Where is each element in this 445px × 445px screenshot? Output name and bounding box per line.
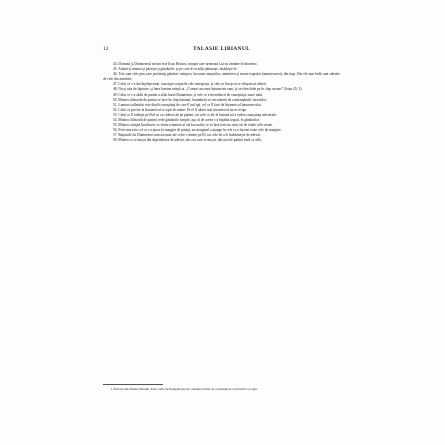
paragraph-58: 58. Mintea ce se mişcă din deprinderea de adevăr, dar cea care se mişcă, din nou de patimi mult se află. <box>113 138 262 143</box>
body-text <box>103 62 340 144</box>
paragraph-53: 53. Celui ce îl iubeşte pe Fiul se va slobozi de pe patimi, iar cele ce ale le lumină tal a vedea cunoştinţa adevărată. <box>113 112 277 117</box>
paragraph-52: 52. Celui ce privire la întunericul se ispit de minte. Pe el îl iubire mai întunericul nu se risipe. <box>113 107 248 112</box>
running-title: TALASIE LIBIANUL <box>192 46 251 52</box>
paragraph-45: 45. Adună-ţi mintea şi păzeşte-ţi gândurile; şi pe care le-ai aflat pătimaşe, răsădeşte-le. <box>113 67 238 72</box>
paragraph-54: 54. Mintea slobozită de patimi vede gândurile simple, aşa că de aceea s-a lepădat trupul, el gândurilor. <box>113 118 260 123</box>
paragraph-44: 44. Domnul şi Dumnezeul nostru este Iisus Hristos; minţea care urmează Lui nu rămâne în întuneric. <box>113 62 259 66</box>
page-number: 12 <box>103 46 109 52</box>
running-head <box>103 44 340 54</box>
paragraph-51: 51. Lumina sufletului este dintâi cunoştinţă de care îl ind ipă, cel ce îl face de întunericul întunerecului. <box>113 102 262 107</box>
paragraph-46: 46. Trei sunt cele prin care pricinuiţi gânduri: simţirea, lucrarea simţurilor, amintirea şi starea trupului (amestecarea); din trup. Dar ele mai întâi sunt stârnite de cele din amintire. <box>103 72 340 82</box>
paragraph-57: 57. Raţiunile lui Dumnezeu sunt ascunse ale celor c-ântete pe El, iar cele de a le îndrăzneşte de adevăr. <box>113 133 261 138</box>
paragraph-55: 55. Mintea curăţită înculinesc se sfinte trimitere al ale lucrurilor ce se lasă fericire, mai cât de totale cele create. <box>113 123 274 128</box>
footnote-divider <box>103 384 163 385</box>
paragraph-47: 47. Celui ce s-a dat înţelepciune, cunoaşte scoparile cele netrupeşti, şi cele ce încep să se sfârşească iubirii. <box>113 82 267 87</box>
footnote <box>103 387 340 392</box>
footnote-text: 1 Extrase din Sfântul Maxim. Este vorba de îndepărtarea de celelalte forme de contemplare a lucrurilor ce apar. <box>111 387 258 391</box>
paragraph-48: 48. Nu-ţi uita de făptuire, şi între lumina minţii ta. „Comori ascunse întunecate sunt, şi vei deschide pe în chip ascuns” (Isaia 45, 3). <box>113 87 303 92</box>
paragraph-50: 50. Mintea slobozită de patimi se face în chip luminat, luminîndu-se necontenit de contemplările lucrurilor. <box>113 97 267 102</box>
paragraph-49: 49. Celui ce s-a sădit de patimi a aflat harul Dumnezeu, şi cele ce a învrednicit de cunoştinţă, mare mila. <box>113 92 263 97</box>
paragraph-56: 56. Fericirea este cel ce s-a ajuns la margini de ştiinţă, iar marginal a ajunge la cele ce a încetat toate cele de margine. <box>113 128 282 133</box>
